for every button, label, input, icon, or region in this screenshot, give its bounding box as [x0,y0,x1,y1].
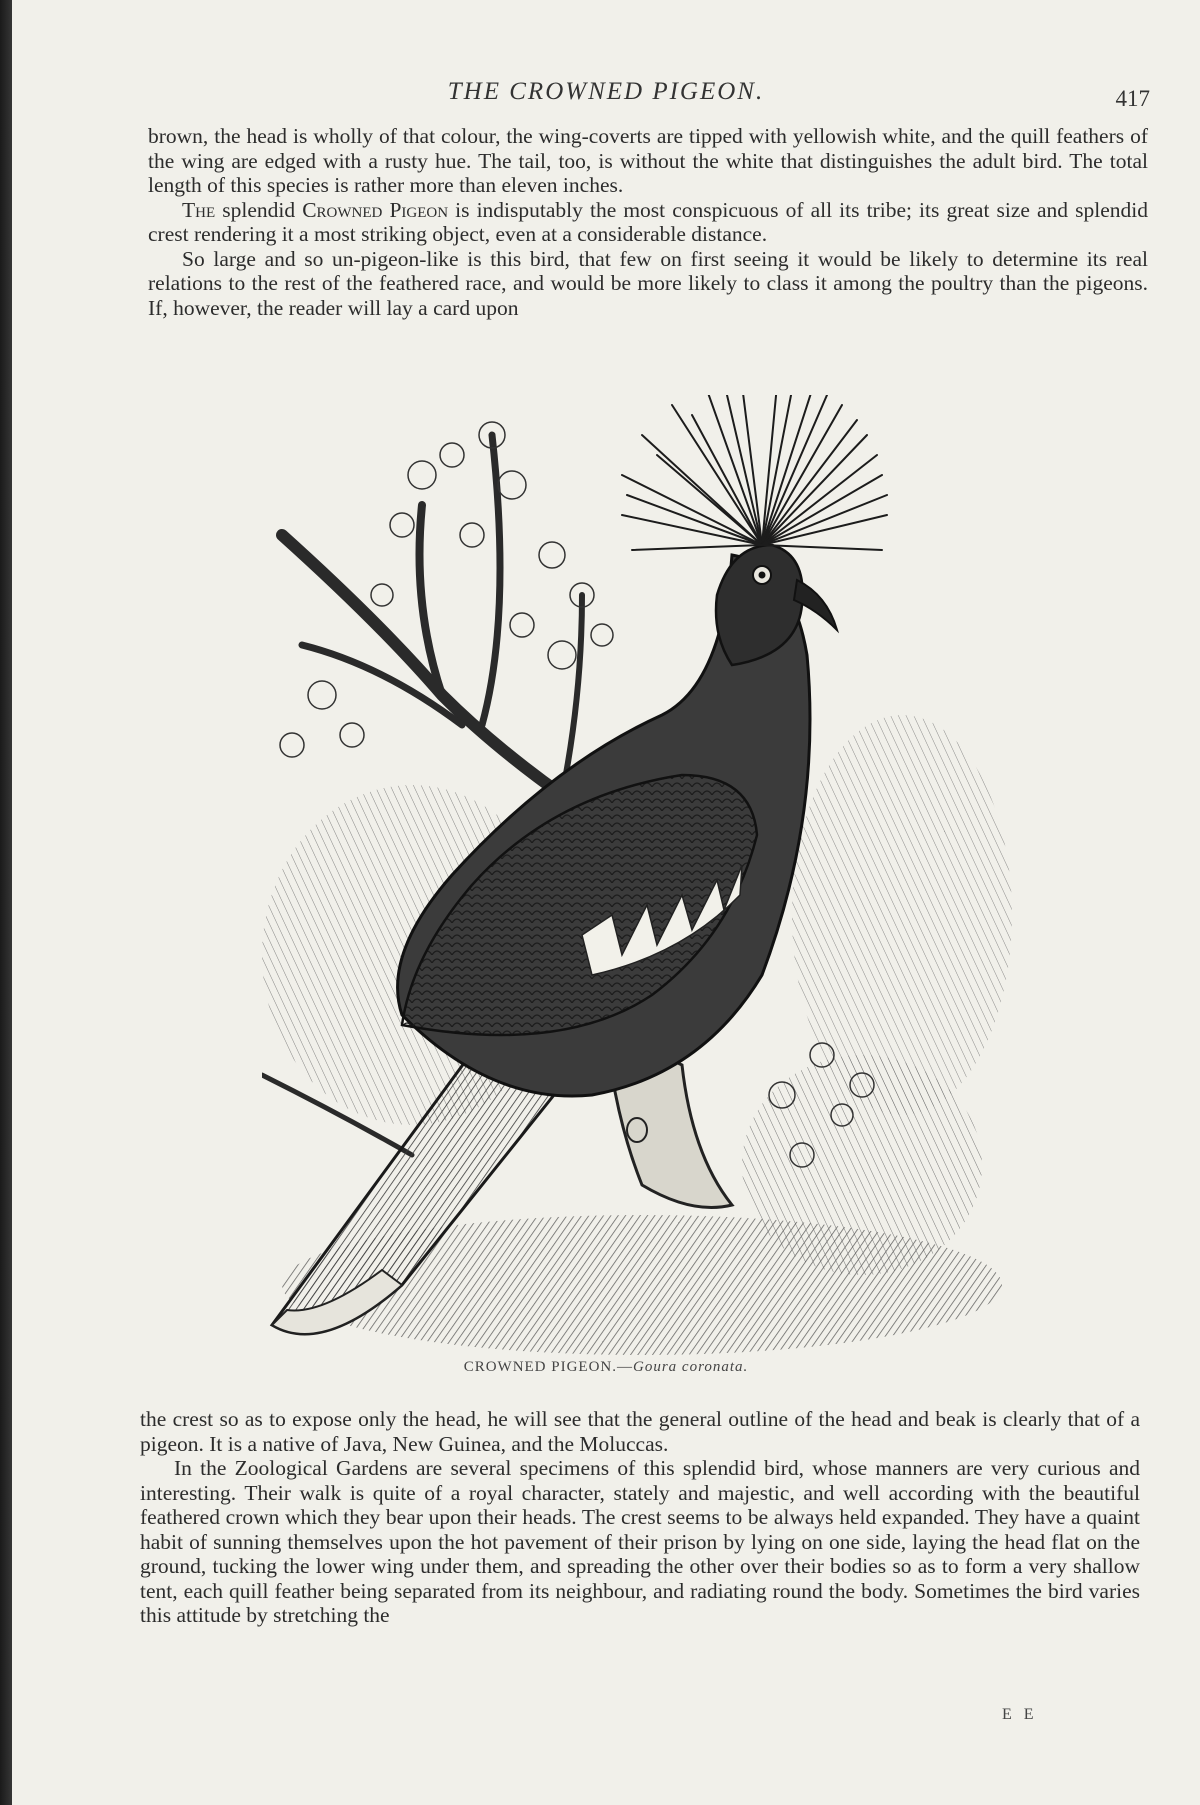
figure-caption [12,1359,1200,1376]
paragraph-crowned-pigeon [148,198,1148,247]
small-caps-the: The [182,197,216,222]
top-text-block [148,124,1148,320]
small-caps-crowned-pigeon: Crowned Pigeon [302,197,449,222]
para-text-1: splendid [215,197,303,222]
caption-latin-name: Goura coronata. [633,1359,749,1375]
signature-mark: E E [1002,1706,1038,1723]
running-title: THE CROWNED PIGEON. [447,78,765,105]
bottom-text-block [140,1407,1140,1628]
crowned-pigeon-engraving [262,395,1018,1355]
paragraph-zoological-gardens: In the Zoological Gardens are several specimens of this splendid bird, whose manners are very curious and interesting. Their walk is quite of a royal character, stately and majestic, and well according with the beautiful feathered crown which they bear upon their heads. The crest seems to be always held expanded. They have a quaint habit of sunning themselves upon the hot pavement of their prison by lying on one side, laying the head flat on the ground, tucking the lower wing under them, and spreading the other over their bodies so as to form a very shallow tent, each quill feather being separated from its neighbour, and radiating round the body. Sometimes the bird varies this attitude by stretching the [140,1456,1140,1627]
book-page [12,0,1200,1805]
paragraph-continued: brown, the head is wholly of that colour, the wing-coverts are tipped with yellowish white, and the quill feathers of the wing are edged with a rusty hue. The tail, too, is without the white that distinguishes the adult bird. The total length of this species is rather more than eleven inches. [148,124,1148,197]
paragraph-crest-continued: the crest so as to expose only the head, he will see that the general outline of the head and beak is clearly that of a pigeon. It is a native of Java, New Guinea, and the Moluccas. [140,1407,1140,1456]
paragraph-so-large: So large and so un-pigeon-like is this bird, that few on first seeing it would be likely to determine its real relations to the rest of the feathered race, and would be more likely to class it among the poultry than the pigeons. If, however, the reader will lay a card upon [148,246,1148,320]
caption-main: CROWNED PIGEON.— [463,1359,634,1375]
pigeon-crest [622,395,887,550]
para-text-2: is indisputably the most conspicuous of all its tribe; its great size and splendid crest rendering it a most striking object, even at a considerable distance. [148,197,1149,246]
page-number: 417 [1115,86,1150,111]
